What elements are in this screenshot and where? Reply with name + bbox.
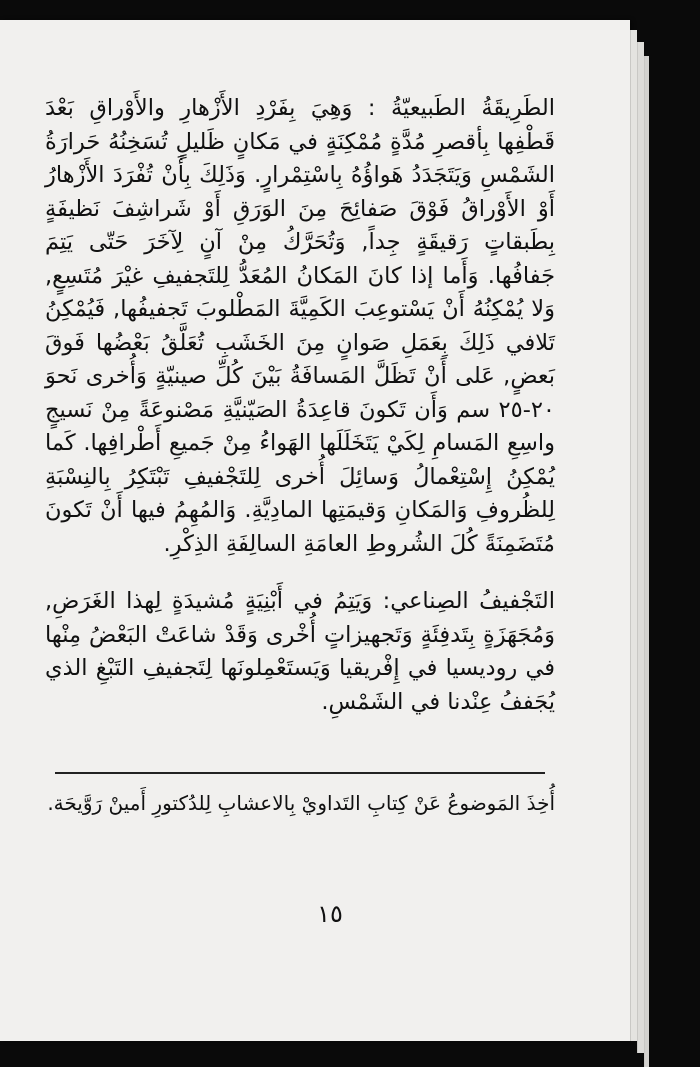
page-edge (637, 42, 644, 1053)
page-edge (644, 56, 649, 1067)
footnote-divider (55, 772, 545, 774)
footnote: أُخِذَ المَوضوعُ عَنْ كِتابِ التَداويْ بِالاعشابِ لِلدُكتورِ أَمينْ رَوَّيحَة. (47, 791, 555, 815)
page-edge (630, 30, 637, 1041)
industrial-drying-paragraph: التَجْفيفُ الصِناعي: وَيَتِمُ في أَبْنِيَةٍ مُشيدَةٍ لِهذا الغَرَضِ, وَمُجَهَزَةٍ بِتَدفِئَةٍ وَتَجهيزاتٍ أُخْرى وَقَدْ شاعَتْ البَعْضُ مِنْها في روديسيا في إِفْريقيا وَيَستَعْمِلونَها لِتَجفيفِ التَبْغِ الذي يُجَففُ عِنْدنا في الشَمْسِ. (45, 588, 555, 715)
page-number: ١٥ (317, 900, 343, 928)
natural-drying-paragraph: الطَرِيقَةُ الطَبيعيّةُ : وَهِيَ بِفَرْدِ الأَزْهارِ والأَوْراقِ بَعْدَ قَطْفِها بِأقصرِ مُدَّةٍ مُمْكِنَةٍ في مَكانٍ ظَليلٍ تُسَخِنُهُ حَرارَةُ الشَمْسِ وَيَتَجَدَدُ هَواؤُهُ بِاسْتِمْرارٍ. وَذَلِكَ بِأَنْ تُفْرَدَ الأَزْهارُ أَوْ الأَوْراقُ فَوْقَ صَفائِحَ مِنَ الوَرَقِ أَوْ شَراشِفَ نَظيفَةٍ بِطَبقاتٍ رَقيقَةٍ جِداً, وَتُحَرَّكُ مِنْ آنٍ لِآخَرَ حَتّى يَتِمَ جَفافُها. وَأَما إذا كانَ المَكانُ المُعَدُّ لِلتَجفيفِ غيْرَ مُتَسِعٍ, وَلا يُمْكِنُهُ أَنْ يَسْتوعِبَ الكَمِيَّةَ المَطْلوبَ تَجفيفُها, فَيُمْكِنُ تَلافي ذَلِكَ بِعَمَلِ صَوانٍ مِنَ الخَشَبِ تُعَلَّقُ بَعْضُها فَوقَ بَعضٍ, عَلى أَنْ تَظَلَّ المَسافَةُ بَيْنَ كُلِّ صينيّةٍ وَأُخرى نَحوَ ٢٠-٢٥ سم وَأَن تَكونَ قاعِدَةُ الصَيّنيَّةِ مَصْنوعَةً مِنْ نَسيجٍ واسِعِ المَسامِ لِكَيْ يَتَخَلَلَها الهَواءُ مِنْ جَميعِ أَطْرافِها. كَما يُمْكِنُ إِسْتِعْمالُ وَسائِلَ أُخرى لِلتَجْفيفِ تَبْتَكِرُ بِالنِسْبَةِ لِلظُروفِ وَالمَكانِ وَقيمَتِها المادِيَّةِ. وَالمُهِمُ فيها أَنْ تَكونَ مُتَضَمِنَةً كُلَ الشُروطِ العامَةِ السالِفَةِ الذِكْرِ. (45, 95, 555, 557)
